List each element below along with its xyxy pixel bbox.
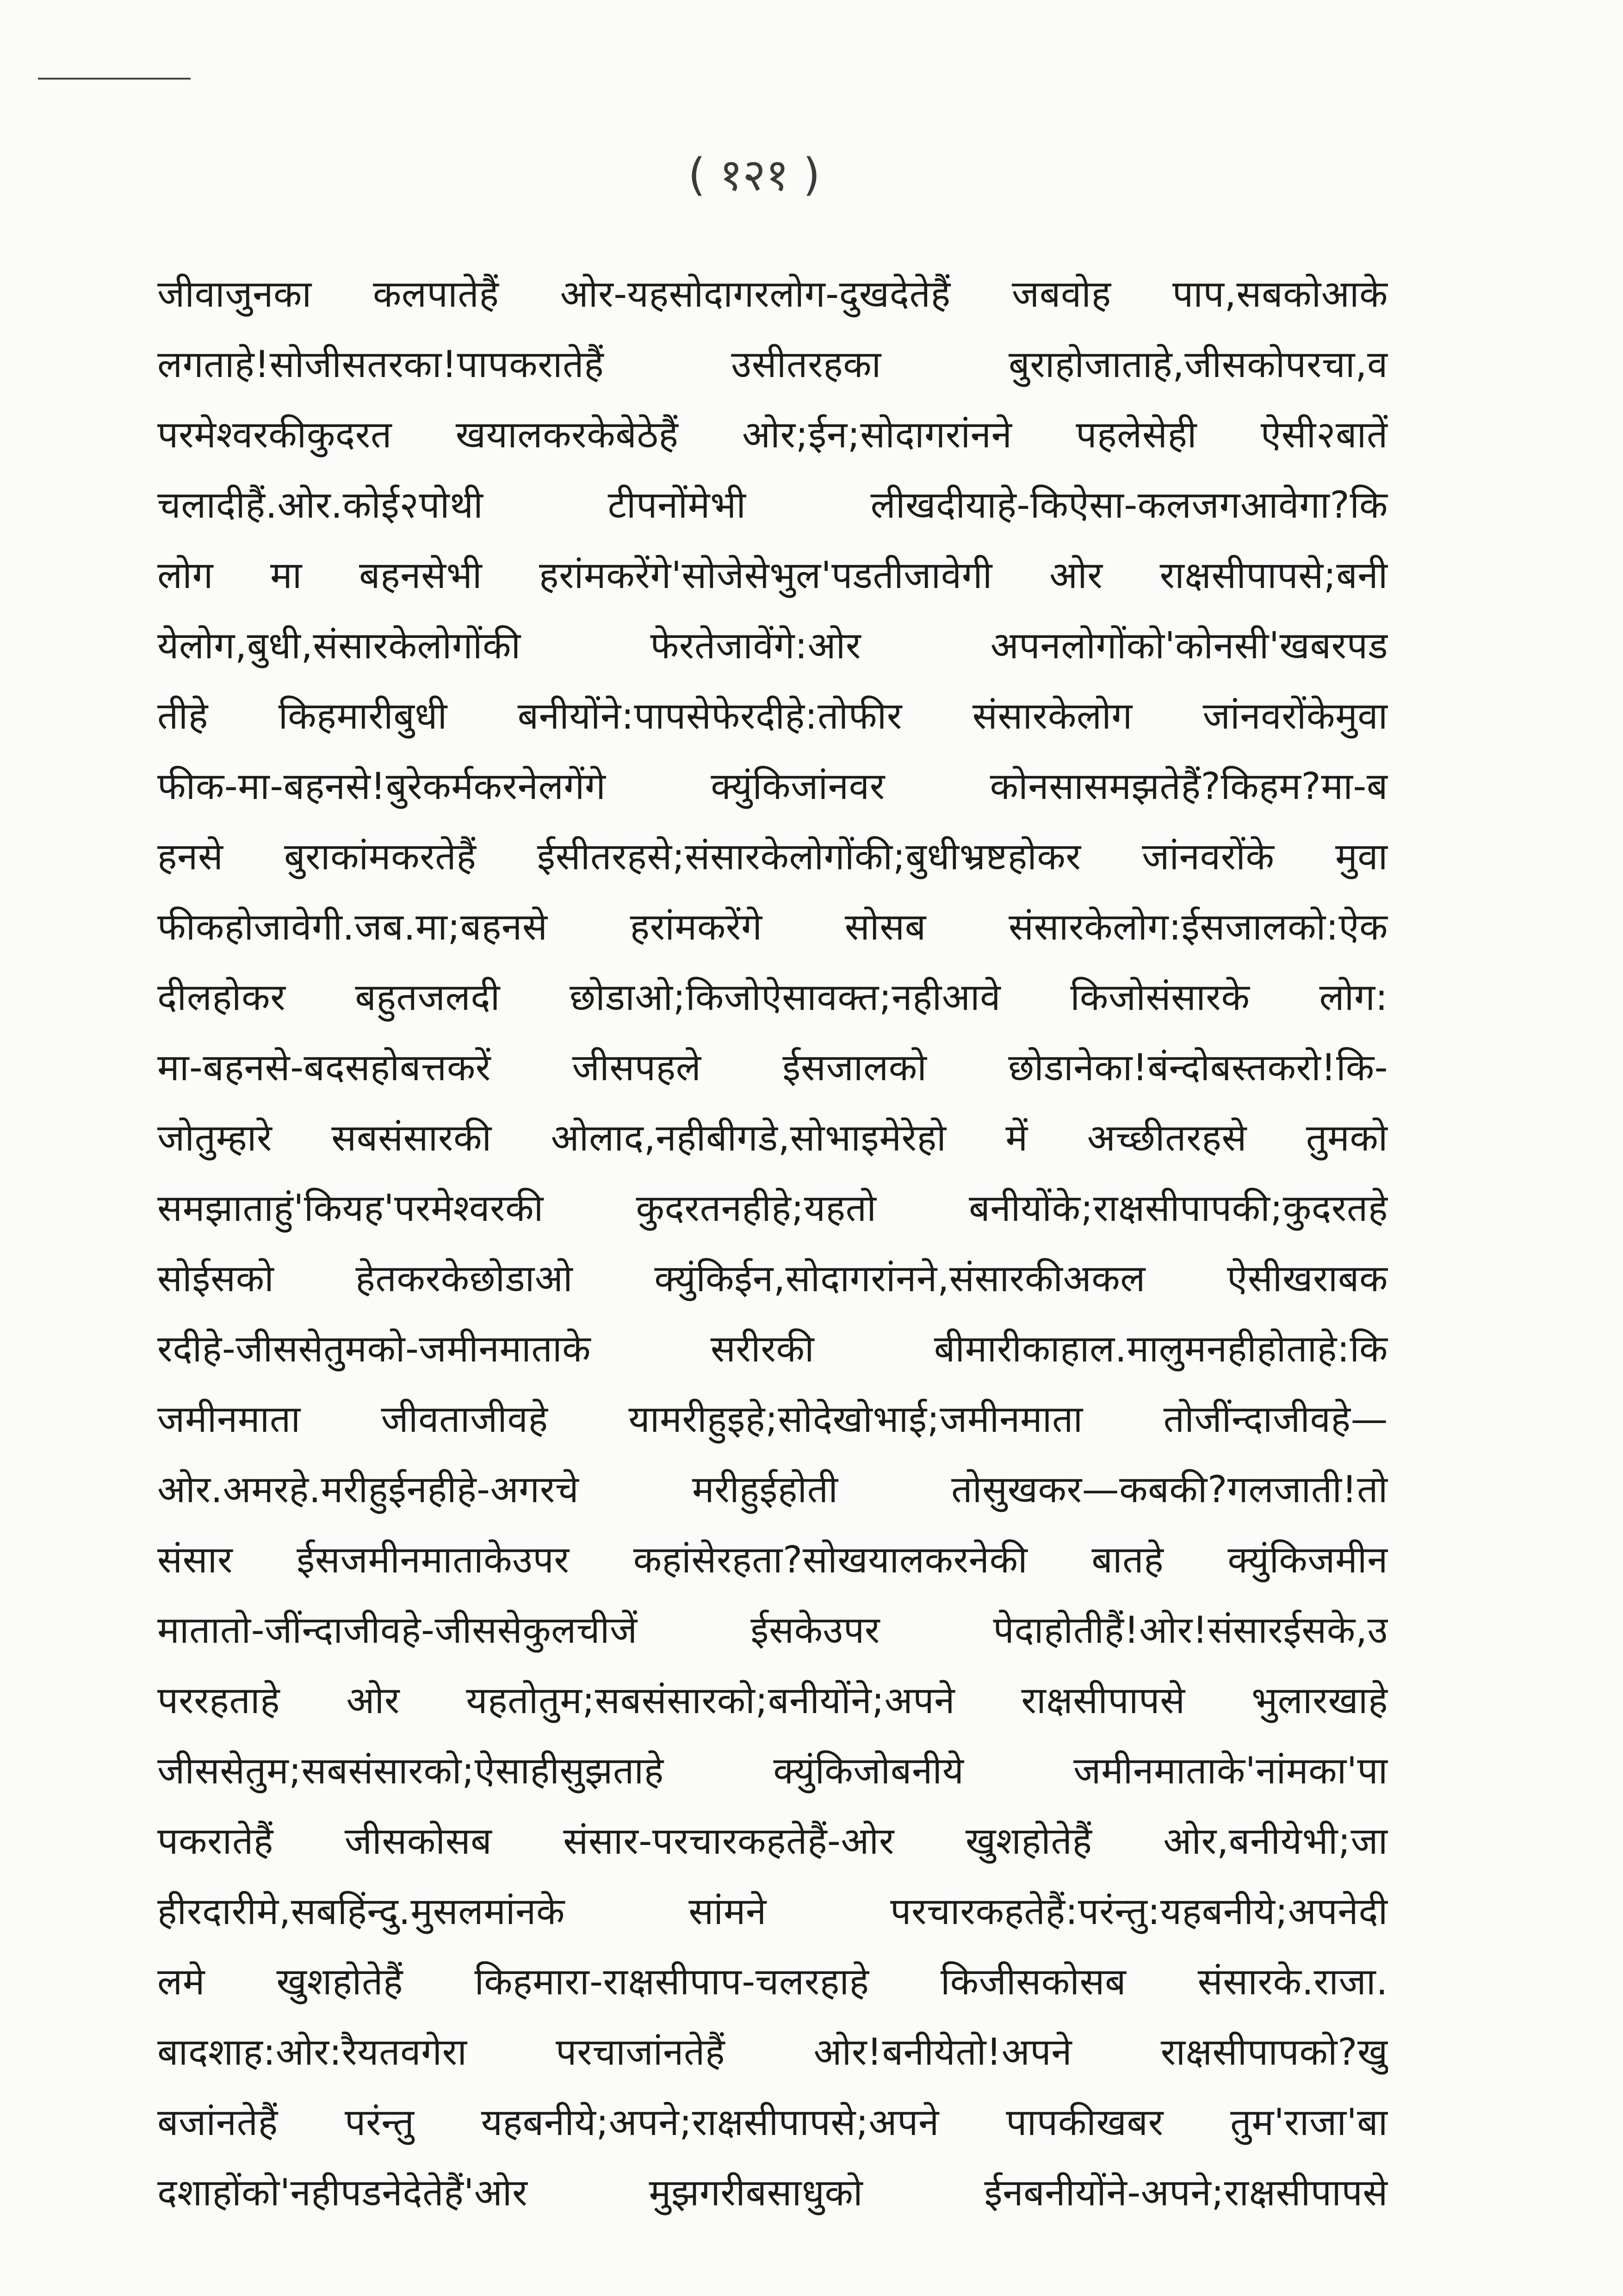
text-line-2: लगताहे!सोजीसतरका!पापकरातेहैं उसीतरहका बुराहोजाताहे,जीसकोपरचा,व: [157, 343, 1388, 386]
text-line-1: जीवाजुनका कलपातेहैं ओर-यहसोदागरलोग-दुखदेतेहैं जबवोह पाप,सबकोआके: [157, 272, 1388, 316]
body-text: [157, 259, 1388, 2228]
text-line-8: फीक-मा-बहनसे!बुरेकर्मकरनेलगेंगे क्युंकिजांनवर कोनसासमझतेहैं?किहम?मा-ब: [157, 765, 1388, 808]
text-line-16: रदीहे-जीससेतुमको-जमीनमाताके सरीरकी बीमारीकाहाल.मालुमनहीहोताहे:कि: [157, 1327, 1388, 1370]
text-line-13: जोतुम्हारे सबसंसारकी ओलाद,नहीबीगडे,सोभाइमेरेहो में अच्छीतरहसे तुमको: [157, 1116, 1388, 1159]
text-line-9: हनसे बुराकांमकरतेहैं ईसीतरहसे;संसारकेलोगोंकी;बुधीभ्रष्टहोकर जांनवरोंके मुवा: [157, 835, 1388, 878]
text-line-24: हीरदारीमे,सबहिंन्दु.मुसलमांनके सांमने परचारकहतेहैं:परंन्तु:यहबनीये;अपनेदी: [157, 1890, 1388, 1933]
text-line-20: मातातो-जींन्दाजीवहे-जीससेकुलचीजें ईसकेउपर पेदाहोतीहैं!ओर!संसारईसके,उ: [157, 1609, 1388, 1652]
text-line-4: चलादीहैं.ओर.कोई२पोथी टीपनोंमेभी लीखदीयाहे-किऐसा-कलजगआवेगा?कि: [157, 483, 1388, 526]
text-line-22: जीससेतुम;सबसंसारको;ऐसाहीसुझताहे क्युंकिजोबनीये जमीनमाताके'नांमका'पा: [157, 1749, 1388, 1792]
page-number: ( १२१ ): [688, 149, 820, 201]
text-line-26: बादशाह:ओर:रैयतवगेरा परचाजांनतेहैं ओर!बनीयेतो!अपने राक्षसीपापको?खु: [157, 2030, 1388, 2073]
text-line-28: दशाहोंको'नहीपडनेदेतेहैं'ओर मुझगरीबसाधुको ईनबनीयोंने-अपने;राक्षसीपापसे: [157, 2171, 1388, 2214]
text-line-25: लमे खुशहोतेहैं किहमारा-राक्षसीपाप-चलरहाहे किजीसकोसब संसारके.राजा.: [157, 1960, 1388, 2003]
text-line-3: परमेश्वरकीकुदरत खयालकरकेबेठेहैं ओर;ईन;सोदागरांनने पहलेसेही ऐसी२बातें: [157, 413, 1388, 456]
text-line-17: जमीनमाता जीवताजीवहे यामरीहुइहे;सोदेखोभाई;जमीनमाता तोजींन्दाजीवहे—: [157, 1398, 1388, 1441]
text-line-27: बजांनतेहैं परंन्तु यहबनीये;अपने;राक्षसीपापसे;अपने पापकीखबर तुम'राजा'बा: [157, 2101, 1388, 2144]
text-line-18: ओर.अमरहे.मरीहुईनहीहे-अगरचे मरीहुईहोती तोसुखकर—कबकी?गलजाती!तो: [157, 1468, 1388, 1511]
header-rule: [38, 78, 191, 80]
text-line-19: संसार ईसजमीनमाताकेउपर कहांसेरहता?सोखयालकरनेकी बातहे क्युंकिजमीन: [157, 1538, 1388, 1581]
text-line-15: सोईसको हेतकरकेछोडाओ क्युंकिईन,सोदागरांनने,संसारकीअकल ऐसीखराबक: [157, 1257, 1388, 1300]
text-line-21: पररहताहे ओर यहतोतुम;सबसंसारको;बनीयोंने;अपने राक्षसीपापसे भुलारखाहे: [157, 1679, 1388, 1722]
text-line-14: समझाताहुं'कियह'परमेश्वरकी कुदरतनहीहे;यहतो बनीयोंके;राक्षसीपापकी;कुदरतहे: [157, 1187, 1388, 1230]
text-line-10: फीकहोजावेगी.जब.मा;बहनसे हरांमकरेंगे सोसब संसारकेलोग:ईसजालको:ऐक: [157, 905, 1388, 948]
text-line-12: मा-बहनसे-बदसहोबत्तकरें जीसपहले ईसजालको छोडानेका!बंन्दोबस्तकरो!कि-: [157, 1046, 1388, 1089]
text-line-7: तीहे किहमारीबुधी बनीयोंने:पापसेफेरदीहे:तोफीर संसारकेलोग जांनवरोंकेमुवा: [157, 694, 1388, 737]
text-line-11: दीलहोकर बहुतजलदी छोडाओ;किजोऐसावक्त;नहीआवे किजोसंसारके लोग:: [157, 976, 1388, 1019]
text-line-23: पकरातेहैं जीसकोसब संसार-परचारकहतेहैं-ओर खुशहोतेहैं ओर,बनीयेभी;जा: [157, 1819, 1388, 1863]
text-line-5: लोग मा बहनसेभी हरांमकरेंगे'सोजेसेभुल'पडतीजावेगी ओर राक्षसीपापसे;बनी: [157, 554, 1388, 597]
text-line-6: येलोग,बुधी,संसारकेलोगोंकी फेरतेजावेंगे:ओर अपनलोगोंको'कोनसी'खबरपड: [157, 624, 1388, 667]
